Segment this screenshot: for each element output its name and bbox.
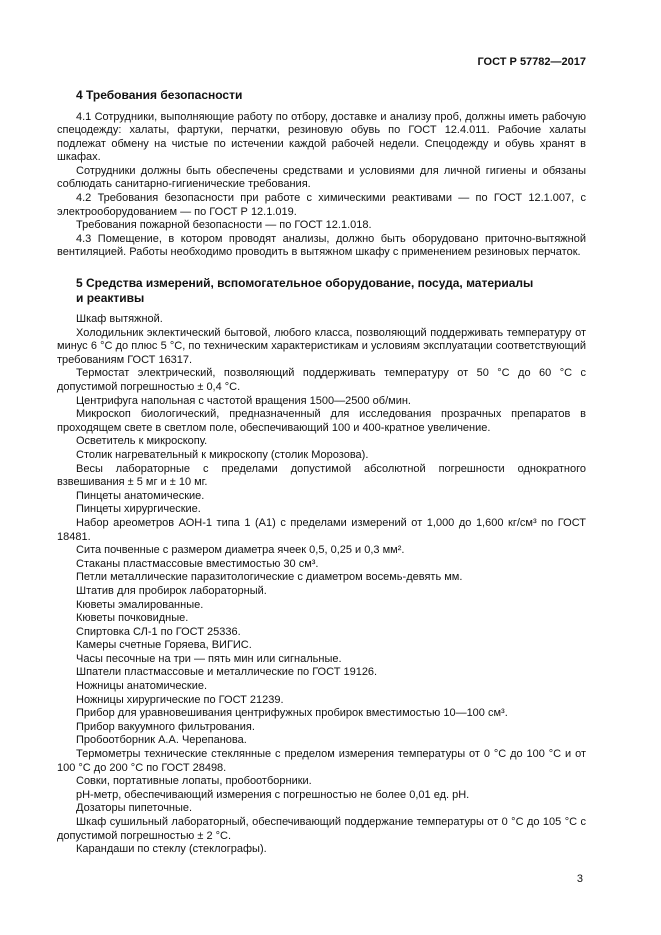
paragraph: Сита почвенные с размером диаметра ячеек 0,5, 0,25 и 0,3 мм². bbox=[76, 544, 405, 557]
paragraph: Дозаторы пипеточные. bbox=[76, 802, 193, 815]
section-4-title: 4 Требования безопасности bbox=[76, 88, 243, 102]
paragraph: Набор ареометров АОН-1 типа 1 (А1) с пределами измерений от 1,000 до 1,600 кг/см³ по ГОСТ 18481. bbox=[57, 516, 586, 543]
paragraph: Стаканы пластмассовые вместимостью 30 см³. bbox=[76, 557, 319, 570]
paragraph: Сотрудники должны быть обеспечены средствами и условиями для личной гигиены и обязаны соблюдать санитарно-гигиенические требования. bbox=[57, 164, 586, 191]
paragraph: Ножницы хирургические по ГОСТ 21239. bbox=[76, 693, 284, 706]
paragraph: Прибор вакуумного фильтрования. bbox=[76, 720, 255, 733]
doc-number: ГОСТ Р 57782—2017 bbox=[477, 56, 586, 68]
paragraph: Карандаши по стеклу (стеклографы). bbox=[76, 843, 267, 856]
paragraph: Прибор для уравновешивания центрифужных пробирок вместимостью 10—100 см³. bbox=[76, 707, 508, 720]
page-number: 3 bbox=[576, 873, 583, 885]
paragraph: Пинцеты анатомические. bbox=[76, 489, 205, 502]
paragraph: Петли металлические паразитологические с диаметром восемь-девять мм. bbox=[76, 571, 463, 584]
paragraph: 4.2 Требования безопасности при работе с химическими реактивами — по ГОСТ 12.1.007, с электрооборудованием — по ГОСТ Р 12.1.019. bbox=[57, 192, 586, 218]
paragraph: Камеры счетные Горяева, ВИГИС. bbox=[76, 639, 252, 652]
paragraph: Шкаф сушильный лабораторный, обеспечивающий поддержание температуры от 0 °С до 105 °С с допустимой погрешностью ± 2 °С. bbox=[57, 816, 586, 842]
paragraph: Термометры технические стеклянные с пределом измерения температуры от 0 °С до 100 °С и от 100 °С до 200 °С по ГОСТ 28498. bbox=[57, 748, 586, 774]
paragraph: Ножницы анатомические. bbox=[76, 680, 208, 693]
paragraph: Осветитель к микроскопу. bbox=[76, 435, 208, 448]
paragraph: Пинцеты хирургические. bbox=[76, 503, 201, 516]
paragraph: Микроскоп биологический, предназначенный для исследования прозрачных препаратов в проходящем свете в светлом поле, обеспечивающий 100 и 400-кратное увеличение. bbox=[57, 408, 586, 434]
section-5-body bbox=[57, 313, 586, 857]
paragraph: 4.3 Помещение, в котором проводят анализы, должно быть оборудовано приточно-вытяжной вентиляцией. Работы необходимо проводить в вытяжном шкафу с применением резиновых перчаток. bbox=[57, 232, 586, 259]
paragraph: Центрифуга напольная с частотой вращения 1500—2500 об/мин. bbox=[76, 394, 411, 407]
section-4-body bbox=[57, 111, 586, 261]
paragraph: Штатив для пробирок лабораторный. bbox=[76, 584, 267, 597]
paragraph: Шпатели пластмассовые и металлические по ГОСТ 19126. bbox=[76, 666, 378, 679]
paragraph: Требования пожарной безопасности — по ГОСТ 12.1.018. bbox=[76, 219, 372, 232]
paragraph: Совки, портативные лопаты, пробоотборники. bbox=[76, 775, 312, 788]
paragraph: рН-метр, обеспечивающий измерения с погрешностью не более 0,01 ед. рН. bbox=[76, 788, 470, 801]
paragraph: Кюветы эмалированные. bbox=[76, 598, 204, 611]
paragraph: Столик нагревательный к микроскопу (столик Морозова). bbox=[76, 448, 369, 461]
paragraph: Кюветы почковидные. bbox=[76, 612, 189, 625]
paragraph: Термостат электрический, позволяющий поддерживать температуру от 50 °С до 60 °С с допустимой погрешностью ± 0,4 °С. bbox=[57, 367, 586, 393]
paragraph: Весы лабораторные с пределами допустимой абсолютной погрешности однократного взвешивания ± 5 мг и ± 10 мг. bbox=[57, 462, 586, 489]
paragraph: Шкаф вытяжной. bbox=[76, 313, 163, 326]
paragraph: Часы песочные на три — пять мин или сигнальные. bbox=[76, 652, 342, 665]
paragraph: Спиртовка СЛ-1 по ГОСТ 25336. bbox=[76, 625, 241, 638]
paragraph: 4.1 Сотрудники, выполняющие работу по отбору, доставке и анализу проб, должны иметь рабочую спецодежду: халаты, фартуки, перчатки, резиновую обувь по ГОСТ 12.4.011. Рабочие халаты подлежат обмену на чистые по истечении каждой рабочей недели. Спецодежду и обувь хранят в шкафах. bbox=[57, 110, 586, 164]
paragraph: Холодильник эклектический бытовой, любого класса, позволяющий поддерживать температуру от минус 6 °С до плюс 5 °С, по техническим характеристикам и условиям эксплуатации соответствующий требованиям ГОСТ 16317. bbox=[57, 326, 586, 366]
section-5-title: 5 Средства измерений, вспомогательное оборудование, посуда, материалы и реактивы bbox=[76, 276, 534, 305]
paragraph: Пробоотборник А.А. Черепанова. bbox=[76, 734, 247, 747]
